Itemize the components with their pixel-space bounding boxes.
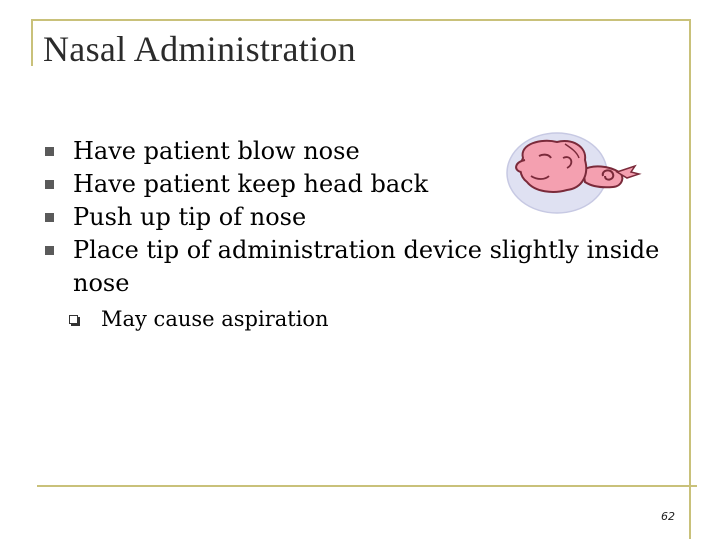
bullet-text: Push up tip of nose [73, 203, 307, 231]
square-bullet-icon [45, 180, 54, 189]
hollow-square-bullet-icon [69, 315, 78, 324]
slide-title: Nasal Administration [43, 29, 356, 69]
square-bullet-icon [45, 213, 54, 222]
sub-bullet-text: May cause aspiration [101, 307, 329, 331]
bullet-item [45, 234, 665, 300]
frame-right-line [689, 19, 691, 539]
frame-bottom-line [37, 485, 697, 487]
frame-top-line [31, 19, 691, 21]
head-tilted-back-icon [505, 130, 645, 215]
square-bullet-icon [45, 246, 54, 255]
bullet-text: Have patient keep head back [73, 170, 429, 198]
sub-bullet-item [69, 304, 665, 334]
frame-left-line [31, 20, 33, 66]
bullet-text: Place tip of administration device slightly inside nose [73, 236, 660, 297]
page-number: 62 [661, 510, 675, 523]
square-bullet-icon [45, 147, 54, 156]
bullet-text: Have patient blow nose [73, 137, 360, 165]
